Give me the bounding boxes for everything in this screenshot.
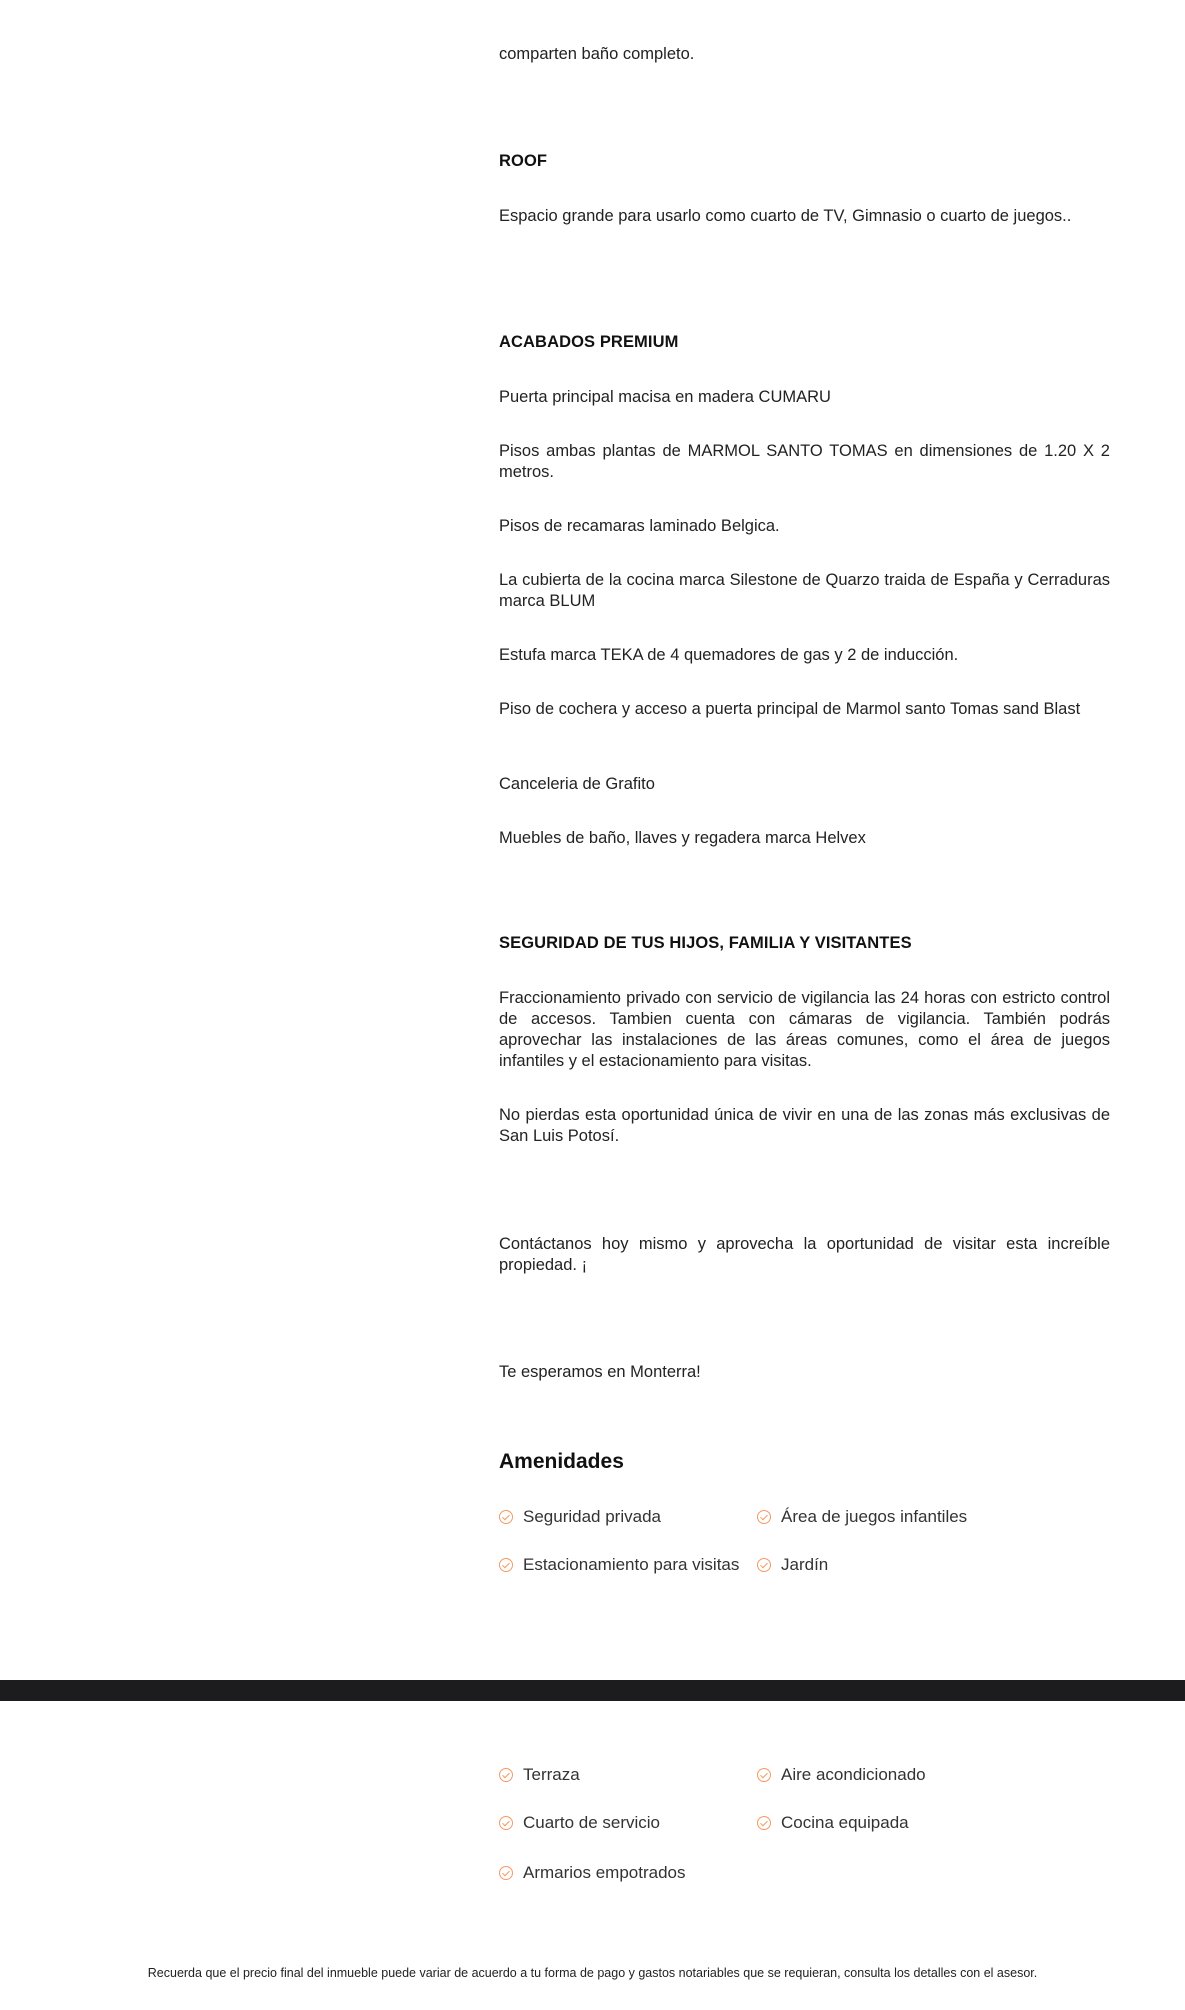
acabados-item: Piso de cochera y acceso a puerta principal de Marmol santo Tomas sand Blast xyxy=(499,700,1081,718)
description-paragraph: No pierdas esta oportunidad única de vivir en una de las zonas más exclusivas de San Luis Potosí. xyxy=(499,1106,1110,1145)
check-circle-icon xyxy=(499,1510,513,1524)
feature-item xyxy=(499,1764,580,1786)
amenity-item xyxy=(757,1506,967,1528)
feature-label: Aire acondicionado xyxy=(781,1765,926,1784)
acabados-item: Canceleria de Grafito xyxy=(499,775,655,793)
acabados-item: Muebles de baño, llaves y regadera marca Helvex xyxy=(499,829,866,847)
feature-item xyxy=(757,1812,909,1834)
check-circle-icon xyxy=(757,1558,771,1572)
check-circle-icon xyxy=(499,1816,513,1830)
feature-label: Cuarto de servicio xyxy=(523,1813,661,1832)
description-paragraph: Contáctanos hoy mismo y aprovecha la oportunidad de visitar esta increíble propiedad. ¡ xyxy=(499,1235,1110,1274)
amenity-item xyxy=(499,1506,661,1528)
feature-label: Cocina equipada xyxy=(781,1813,909,1832)
acabados-item: Pisos ambas plantas de MARMOL SANTO TOMAS en dimensiones de 1.20 X 2 metros. xyxy=(499,442,1110,481)
price-disclaimer: Recuerda que el precio final del inmueble puede variar de acuerdo a tu forma de pago y gastos notariables que se requieran, consulta los detalles con el asesor. xyxy=(147,1966,1038,1980)
feature-label: Armarios empotrados xyxy=(523,1863,686,1882)
amenity-label: Área de juegos infantiles xyxy=(781,1507,968,1526)
feature-item xyxy=(757,1764,926,1786)
check-circle-icon xyxy=(757,1510,771,1524)
check-circle-icon xyxy=(499,1866,513,1880)
acabados-item: Pisos de recamaras laminado Belgica. xyxy=(499,517,780,535)
feature-label: Terraza xyxy=(523,1765,580,1784)
feature-item xyxy=(499,1812,660,1834)
amenity-item xyxy=(757,1554,828,1576)
section-heading-seguridad: SEGURIDAD DE TUS HIJOS, FAMILIA Y VISITANTES xyxy=(499,934,912,952)
acabados-item: Estufa marca TEKA de 4 quemadores de gas y 2 de inducción. xyxy=(499,646,959,664)
section-heading-acabados: ACABADOS PREMIUM xyxy=(499,333,679,351)
description-paragraph: Espacio grande para usarlo como cuarto de TV, Gimnasio o cuarto de juegos.. xyxy=(499,207,1072,225)
description-paragraph: comparten baño completo. xyxy=(499,45,695,63)
amenity-item xyxy=(499,1554,739,1576)
section-divider-bar xyxy=(0,1680,1185,1701)
check-circle-icon xyxy=(499,1768,513,1782)
acabados-item: La cubierta de la cocina marca Silestone de Quarzo traida de España y Cerraduras marca BLUM xyxy=(499,571,1110,610)
section-heading-roof: ROOF xyxy=(499,152,548,170)
check-circle-icon xyxy=(757,1768,771,1782)
description-paragraph: Te esperamos en Monterra! xyxy=(499,1363,701,1381)
amenity-label: Jardín xyxy=(781,1555,829,1574)
description-paragraph: Fraccionamiento privado con servicio de vigilancia las 24 horas con estricto control de accesos. Tambien cuenta con cámaras de vigilancia. También podrás aprovechar las instalaciones de las áreas comunes, como el área de juegos infantiles y el estacionamiento para visitas. xyxy=(499,989,1110,1070)
feature-item xyxy=(499,1862,686,1884)
check-circle-icon xyxy=(499,1558,513,1572)
check-circle-icon xyxy=(757,1816,771,1830)
amenity-label: Seguridad privada xyxy=(523,1507,661,1526)
amenity-label: Estacionamiento para visitas xyxy=(523,1555,740,1574)
acabados-item: Puerta principal macisa en madera CUMARU xyxy=(499,388,831,406)
amenities-title: Amenidades xyxy=(499,1450,624,1473)
